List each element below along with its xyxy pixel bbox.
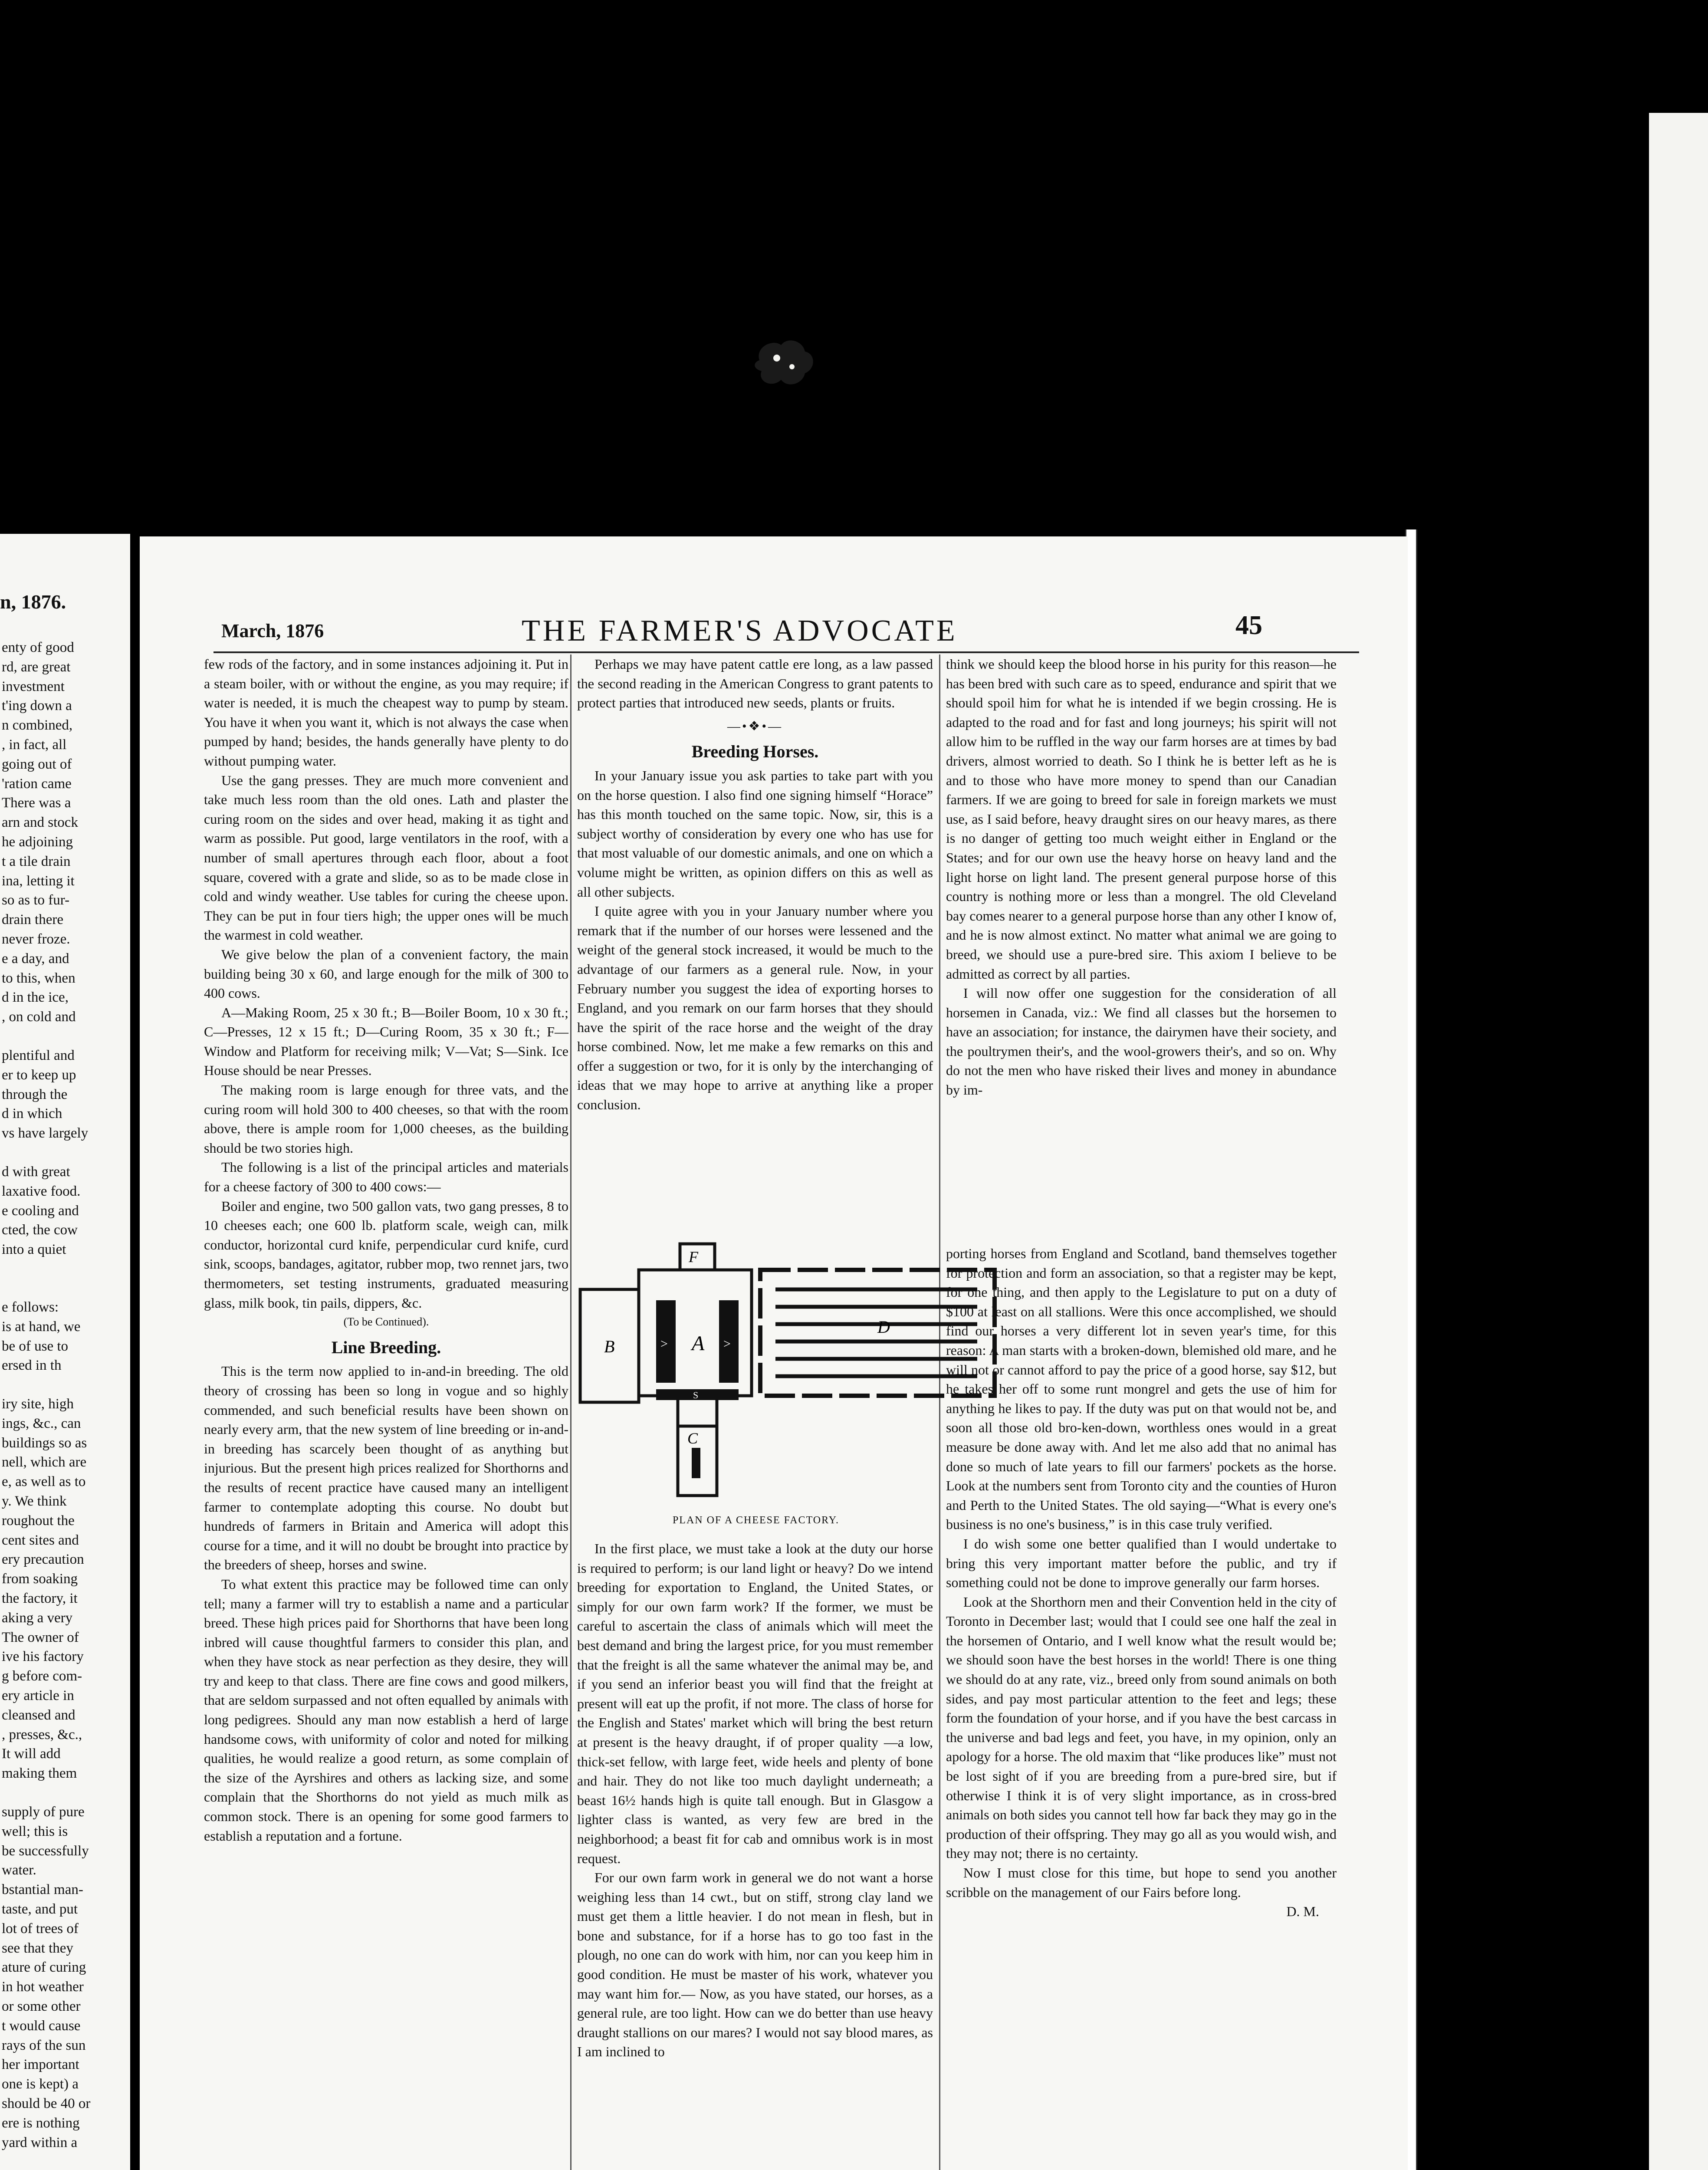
article-column-2	[577, 654, 933, 1115]
left-page-line: The owner of	[2, 1629, 79, 1645]
left-page-line: in hot weather	[2, 1979, 84, 1995]
paragraph: Use the gang presses. They are much more convenient and take much less room than the old ones. Lath and plaster the curing room on the sides and over head, making it as tight and warm as possible. Put good, large ventilators in the roof, with a number of small apertures through each floor, about a foot square, covered with a grate and slide, so as to be made close in cold and windy weather. Use tables for curing the cheese upon. They can be put in four tiers high; the upper ones will be much the warmest in cold weather.	[204, 772, 568, 943]
left-page-line: e, as well as to	[2, 1474, 86, 1490]
plan-label-a: A	[692, 1332, 705, 1355]
cheese-factory-plan	[574, 1235, 1008, 1539]
paragraph: To what extent this practice may be followed time can only tell; many a farmer will try to establish a name and a particular breed. These high prices paid for Shorthorns that have been long inbred will cause thoughtful farmers to consider this plan, and when they have stock as near perfection as they desire, they will try and keep to that class. There are fine cows and good milkers, that are seldom surpassed and not often equalled by animals with long pedigrees. Should any man now establish a herd of large handsome cows, with uniformity of color and noted for milking qualities, he would realize a good return, as some complain of the size of the Ayrshires and others as lacking size, and some complain that the Shorthorns do not yield as much milk as common stock. There is an opening for some good farmers to establish a reputation and a fortune.	[204, 1576, 568, 1844]
left-page-line: vs have largely	[2, 1125, 89, 1141]
article-column-2-lower	[577, 1539, 933, 2062]
left-page-line: be successfully	[2, 1843, 89, 1859]
left-page-line	[2, 1375, 130, 1394]
left-page-line: taste, and put	[2, 1901, 78, 1917]
left-page-line: well; this is	[2, 1823, 68, 1839]
left-page-line: g before com-	[2, 1668, 82, 1684]
left-page-line: be of use to	[2, 1338, 69, 1354]
left-page-line: he adjoining	[2, 834, 73, 850]
section-ornament: —•❖•—	[727, 719, 783, 733]
left-page-line: d in which	[2, 1106, 62, 1122]
left-page-line: never froze.	[2, 931, 70, 947]
left-page-line: d with great	[2, 1164, 70, 1180]
left-page-line: arn and stock	[2, 815, 78, 831]
left-page-line: is at hand, we	[2, 1318, 81, 1335]
paragraph: few rods of the factory, and in some instances adjoining it. Put in a steam boiler, with or without the engine, as you may require; if water is needed, it is much the cheapest way to pump by steam. You have it when you want it, which is not always the case when pumped by hand; besides, the hands generally have plenty to do without pumping water.	[204, 656, 568, 769]
left-page-line: drain there	[2, 912, 64, 928]
paragraph: We give below the plan of a convenient factory, the main building being 30 x 60, and large enough for the milk of 300 to 400 cows.	[204, 946, 568, 1001]
left-page-line	[2, 1279, 130, 1298]
breeding-horses-continued	[577, 1539, 933, 2062]
breeding-horses-continued-2	[946, 654, 1337, 1100]
left-page-line: 'ration came	[2, 776, 72, 792]
paragraph: A—Making Room, 25 x 30 ft.; B—Boiler Boom, 10 x 30 ft.; C—Presses, 12 x 15 ft.; D—Curing Room, 35 x 30 ft.; F—Window and Platform for receiving milk; V—Vat; S—Sink. Ice House should be near Presses.	[204, 1004, 568, 1078]
left-page-line: y. We think	[2, 1493, 67, 1509]
breeding-horses-article	[577, 766, 933, 1115]
left-page-line	[2, 1143, 130, 1162]
left-page-line: going out of	[2, 756, 72, 772]
left-page-header: n, 1876.	[0, 591, 66, 613]
left-page-line: ive his factory	[2, 1649, 84, 1665]
paragraph: Look at the Shorthorn men and their Convention held in the city of Toronto in December last; would that I could see one half the zeal in the horsemen of Ontario, and I well know what the result would be; we should soon have the best horses in the world! There is one thing we should do at any rate, viz., breed only from sound animals on both sides, and pay most particular attention to the feet and legs; these form the foundation of your horse, and if you have the best carcass in the universe and bad legs and feet, you have, in my opinion, only an apology for a horse. The old maxim that “like produces like” must not be lost sight of if you are breeding from a pure-bred sire, but if otherwise I think it is of very slight importance, as in cross-bred animals on both sides you cannot tell how far back they may go in the production of their offspring. They may go all as you would wish, and they may not; there is no certainty.	[946, 1594, 1337, 1861]
page-header	[140, 610, 1408, 649]
cheese-factory-article	[204, 654, 568, 1312]
paragraph: porting horses from England and Scotland, band themselves together for protection and form an association, so that a register may be kept, for one thing, and then apply to the Legislature to put on a duty of $100 at least on all stallions. Were this once accomplished, we should find our horses a very different lot in seven year's time, for this reason: A man starts with a broken-down, blemished old mare, and he will not or cannot afford to pay the price of a good horse, say $12, but he takes her off to some runt mongrel and gets the use of him for anything he likes to pay. If the duty was put on that would not be, and soon all those old bro-ken-down, worthless ones would in a great measure be done away with. And let me also add that no animal has done so much of late years to fill our farmers' pockets as the horse. Look at the numbers sent from Toronto city and the counties of Huron and Perth to the United States. The old saying—“What is every one's business is no one's business,” is in this case truly verified.	[946, 1246, 1337, 1532]
left-page-line: cleansed and	[2, 1707, 76, 1723]
left-page-line: ery article in	[2, 1688, 74, 1704]
plan-label-d: D	[877, 1317, 890, 1337]
left-page-line	[2, 1027, 130, 1046]
left-page-line: ersed in th	[2, 1358, 62, 1374]
paragraph: I will now offer one suggestion for the consideration of all horsemen in Canada, viz.: We find all classes but the horsemen to have an association; for instance, the dairymen have their society, and the poultrymen their's, and the wool-growers their's, and so on. Why do not the men who have risked their lives and money in abundance by im-	[946, 985, 1337, 1098]
left-page-line: rd, are great	[2, 659, 71, 675]
left-page-line: see that they	[2, 1940, 73, 1956]
paragraph: This is the term now applied to in-and-in breeding. The old theory of crossing has been so long in vogue and so highly commended, and such beneficial results have been shown on nearly every arm, that the new system of line breeding or in-and-in breeding has scarcely been thought of as anything but injurious. But the present high prices realized for Shorthorns and the results of recent practice have caused many an intelligent farmer to contemplate adopting this course. No doubt but hundreds of farmers in Britain and America will adopt this course for a time, and it will no doubt be brought into practice by the breeders of sheep, horses and swine.	[204, 1363, 568, 1573]
left-page-line: her important	[2, 2057, 79, 2073]
article-column-1	[204, 654, 568, 1845]
paragraph: The making room is large enough for three vats, and the curing room will hold 300 to 400 cheeses, so that with the room above, there is ample room for 1,000 cheeses, as the building should be two stories high.	[204, 1082, 568, 1156]
breeding-horses-continued-3	[946, 1244, 1337, 1902]
left-page-line: ings, &c., can	[2, 1415, 81, 1431]
page-number: 45	[1235, 611, 1262, 640]
paragraph: Boiler and engine, two 500 gallon vats, two gang presses, 8 to 10 cheeses each; one 600 lb. platform scale, weigh can, milk conductor, horizontal curd knife, perpendicular curd knife, curd sink, scoops, bandages, agitator, rubber mop, two rennet jars, two thermometers, set testing instruments, graduated measuring glass, milk book, tin pails, dippers, &c.	[204, 1198, 568, 1311]
line-breeding-heading: Line Breeding.	[331, 1337, 441, 1357]
figure-caption: PLAN OF A CHEESE FACTORY.	[672, 1515, 840, 1526]
paragraph: I do wish some one better qualified than I would undertake to bring this very important matter before the public, and try if something could not be done to improve generally our farm horses.	[946, 1535, 1337, 1591]
ink-blot-mark	[751, 334, 820, 391]
article-signature: D. M.	[1286, 1904, 1319, 1920]
line-breeding-article	[204, 1361, 568, 1845]
paragraph: think we should keep the blood horse in his purity for this reason—he has been bred with such care as to speed, endurance and spirit that we should spoil him for what he is intended if we begin crossing. He is adapted to the road and for fast and long journeys; his spirit will not allow him to be ruffled in the way our farm horses are at times by bad drivers, almost worried to death. So I think he is better left as he is and to those who have more money to spend than our Canadian farmers. If we are going to breed for sale in foreign markets we must use, as I said before, heavy draught sires on our heavy mares, as there is no danger of getting too much weight either in England or the States; and for our own use the heavy horse on heavy land and the light horse on light land. The present general purpose horse of this country is nothing more or less than a mongrel. The old Cleveland bay comes nearer to a general purpose horse than any other I know of, and he is now almost extinct. No matter what animal we are going to breed, we should use a pure-bred sire. This axiom I believe to be admitted as correct by all parties.	[946, 656, 1337, 982]
left-page-line: investment	[2, 678, 65, 694]
left-page-line: e follows:	[2, 1299, 59, 1315]
left-page-line: into a quiet	[2, 1242, 66, 1258]
paragraph: Now I must close for this time, but hope to send you another scribble on the management of our Fairs before long.	[946, 1865, 1337, 1900]
left-page-line	[2, 1783, 130, 1802]
left-page-line	[2, 1259, 130, 1279]
left-page-line: rays of the sun	[2, 2037, 86, 2053]
left-page-line: laxative food.	[2, 1183, 81, 1199]
paragraph: Perhaps we may have patent cattle ere long, as a law passed the second reading in the American Congress to grant patents to protect parties that introduced new seeds, plants or fruits.	[577, 656, 933, 711]
paragraph: For our own farm work in general we do not want a horse weighing less than 14 cwt., but on stiff, strong clay land we must get them a little heavier. I do not mean in flesh, but in bone and substance, for if a horse has to go too fast in the plough, no one can do work with him, nor can you keep him in good condition. He must be master of his work, whatever you may want him for.— Now, as you have stated, our horses, as a general rule, are too light. How can we do better than use heavy draught stallions on our mares? I would not say blood mares, as I am inclined to	[577, 1870, 933, 2060]
article-column-3-lower	[946, 1244, 1337, 1921]
article-column-3	[946, 654, 1337, 1100]
left-page-line: lot of trees of	[2, 1920, 79, 1937]
left-page-line: plentiful and	[2, 1047, 75, 1063]
left-page-line: ery precaution	[2, 1552, 84, 1568]
left-page-line: It will add	[2, 1746, 61, 1762]
patent-cattle-note	[577, 654, 933, 713]
left-page-line: or some other	[2, 1999, 81, 2014]
left-page-line: t'ing down a	[2, 698, 72, 714]
paragraph: I quite agree with you in your January number where you remark that if the number of our horses were lessened and the weight of the general stock increased, it would be much to the advantage of our farmers as a general rule. Now, in your February number you suggest the idea of exporting horses to England, and you remark on our farm horses that they should have the spirit of the race horse and the weight of the dray horse combined. Now, let me make a few remarks on this and offer a suggestion or two, for it is only by the interchanging of ideas that we may hope to arrive at anything like a proper conclusion.	[577, 903, 933, 1113]
column-rule	[570, 654, 572, 2170]
left-page-line: t a tile drain	[2, 853, 71, 869]
masthead-title: THE FARMER'S ADVOCATE	[522, 614, 958, 648]
left-page-line: roughout the	[2, 1512, 75, 1529]
paragraph: The following is a list of the principal articles and materials for a cheese factory of 300 to 400 cows:—	[204, 1159, 568, 1195]
left-page-line: from soaking	[2, 1571, 78, 1587]
header-rule	[214, 651, 1359, 653]
left-page-line: ina, letting it	[2, 873, 75, 889]
left-page-line: cted, the cow	[2, 1222, 78, 1238]
left-page-line: iry site, high	[2, 1396, 74, 1412]
left-page-line: nell, which are	[2, 1454, 87, 1470]
left-page-line: , on cold and	[2, 1009, 76, 1025]
left-page-line: bstantial man-	[2, 1882, 83, 1898]
plan-label-vat-left: >	[660, 1337, 668, 1351]
left-page-line: through the	[2, 1086, 68, 1102]
left-page-line: one is kept) a	[2, 2076, 79, 2092]
left-page-line: should be 40 or	[2, 2095, 91, 2111]
left-page-line: d in the ice,	[2, 990, 69, 1006]
paragraph: In your January issue you ask parties to take part with you on the horse question. I also find one signing himself “Horace” has this month touched on the same topic. Now, sir, this is a subject worthy of consideration by every one who has use for that most valuable of our domestic animals, and one on which a volume might be written, as opinion differs on this as well as all other subjects.	[577, 767, 933, 900]
left-page-line: er to keep up	[2, 1067, 76, 1083]
left-page-line: supply of pure	[2, 1804, 85, 1820]
plan-label-s: S	[693, 1390, 699, 1401]
issue-date: March, 1876	[221, 620, 324, 641]
left-page-line: t would cause	[2, 2018, 81, 2034]
left-page-line: ature of curing	[2, 1960, 86, 1976]
left-page-line: e cooling and	[2, 1203, 79, 1219]
left-page-text-column	[2, 638, 130, 2152]
factory-plan-drawing	[574, 1235, 1008, 1513]
plan-label-f: F	[689, 1248, 698, 1266]
left-page-line: e a day, and	[2, 950, 69, 967]
left-page-line: so as to fur-	[2, 892, 70, 908]
left-page-line: the factory, it	[2, 1591, 78, 1607]
left-page-fragment	[0, 534, 130, 2170]
left-page-line: water.	[2, 1862, 36, 1878]
left-page-line: yard within a	[2, 2134, 78, 2150]
plan-label-b: B	[604, 1337, 615, 1356]
left-page-line: cent sites and	[2, 1532, 79, 1548]
continued-note: (To be Continued).	[343, 1315, 429, 1328]
paragraph: In the first place, we must take a look at the duty our horse is required to perform; is our land light or heavy? Do we intend breeding for exportation to England, the United States, or simply for our own farm work? If the former, we must be careful to ascertain the class of animals which will meet the best demand and bring the largest price, for you must remember that the freight is all the same whatever the animal may be, and if you send an inferior beast you will find that the freight at present will eat up the profit, if not more. The class of horse for the English and States' market which will bring the best return at present is the heavy draught, if of proper quality —a low, thick-set fellow, with large feet, wide heels and plenty of bone and hair. They do not like too much daylight underneath; a beast 16½ hands high is quite tall enough. But in Glasgow a lighter class is wanted, as very few are bred in the neighborhood; a beast fit for cab and omnibus work is in most request.	[577, 1541, 933, 1866]
breeding-horses-heading: Breeding Horses.	[691, 742, 819, 762]
left-page-line: enty of good	[2, 640, 74, 655]
plan-label-vat-right: >	[723, 1337, 731, 1351]
left-page-line: making them	[2, 1766, 77, 1782]
left-page-line: , presses, &c.,	[2, 1726, 82, 1743]
left-page-line: buildings so as	[2, 1435, 87, 1451]
newspaper-page	[140, 536, 1408, 2170]
left-page-line: aking a very	[2, 1610, 73, 1626]
left-page-line: , in fact, all	[2, 736, 67, 753]
left-page-line: ere is nothing	[2, 2115, 80, 2131]
left-page-line: n combined,	[2, 717, 73, 733]
right-page-fragment	[1649, 113, 1708, 2170]
left-page-line: There was a	[2, 795, 71, 811]
left-page-line: to this, when	[2, 970, 76, 986]
plan-label-c: C	[687, 1430, 698, 1447]
